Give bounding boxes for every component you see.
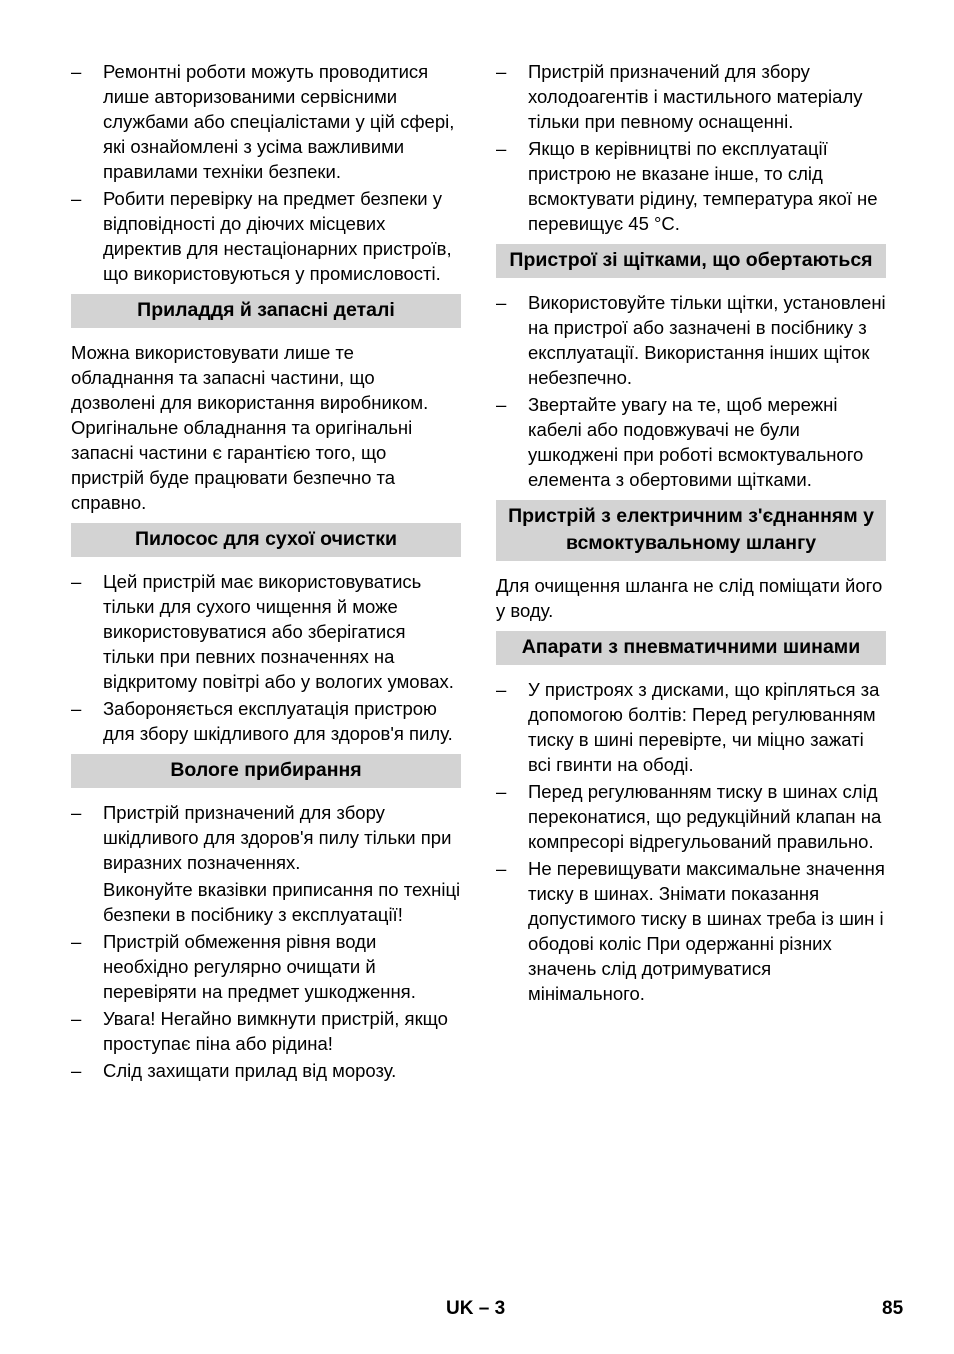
paragraph: Для очищення шланга не слід поміщати його у воду. xyxy=(496,575,883,621)
list-item xyxy=(496,856,886,1006)
dash-bullet: – xyxy=(71,698,82,719)
section-heading-accessories: Приладдя й запасні деталі xyxy=(71,294,461,328)
list-item xyxy=(496,59,886,134)
left-column xyxy=(71,59,461,1085)
list-item-text: Звертайте увагу на те, щоб мережні кабелі або подовжувачі не були ушкоджені при роботі всмоктувального елемента з обертовими щітками. xyxy=(528,394,864,490)
list-item xyxy=(71,569,461,694)
right-column xyxy=(496,59,886,1008)
list-item xyxy=(71,1058,461,1083)
dash-bullet: – xyxy=(71,571,82,592)
list-item-continuation: Виконуйте вказівки приписання по техніці безпеки в посібнику з експлуатації! xyxy=(103,879,461,925)
list-item-text: Робити перевірку на предмет безпеки у відповідності до діючих місцевих директив для нестаціонарних пристроїв, що використовуються у промисловості. xyxy=(103,188,452,284)
dash-bullet: – xyxy=(496,138,507,159)
dash-bullet: – xyxy=(71,61,82,82)
section-heading-pneumatic-tyres: Апарати з пневматичними шинами xyxy=(496,631,886,665)
section-page-label: UK – 3 xyxy=(446,1298,506,1319)
section-heading-wet-cleaning: Вологе прибирання xyxy=(71,754,461,788)
list-item xyxy=(71,800,461,875)
dash-bullet: – xyxy=(71,802,82,823)
dash-bullet: – xyxy=(496,679,507,700)
list-item-text: Перед регулюванням тиску в шинах слід переконатися, що редукційний клапан на компресорі відрегульований правильно. xyxy=(528,781,882,852)
dash-bullet: – xyxy=(496,292,507,313)
list-item xyxy=(496,392,886,492)
list-item-text: Не перевищувати максимальне значення тиску в шинах. Знімати показання допустимого тиску в шинах треба із шин і ободові коліс При одержанні різних значень слід дотримуватися мінімального. xyxy=(528,858,885,1004)
dash-bullet: – xyxy=(496,61,507,82)
list-item xyxy=(71,696,461,746)
list-item xyxy=(496,677,886,777)
dash-bullet: – xyxy=(496,781,507,802)
list-item xyxy=(71,186,461,286)
dash-bullet: – xyxy=(71,188,82,209)
section-heading-electric-hose: Пристрій з електричним з'єднанням у всмоктувальному шлангу xyxy=(496,500,886,561)
list-item-text: Пристрій призначений для збору шкідливого для здоров'я пилу тільки при виразних позначеннях. xyxy=(103,802,452,873)
dash-bullet: – xyxy=(496,394,507,415)
list-item-text: Пристрій обмеження рівня води необхідно регулярно очищати й перевіряти на предмет ушкодження. xyxy=(103,931,416,1002)
list-item xyxy=(71,929,461,1004)
list-item-text: Якщо в керівництві по експлуатації пристрою не вказане інше, то слід всмоктувати рідину, температура якої не перевищує 45 °C. xyxy=(528,138,878,234)
list-item-text: Використовуйте тільки щітки, установлені на пристрої або зазначені в посібнику з експлуатації. Використання інших щіток небезпечно. xyxy=(528,292,886,388)
list-item-text: Забороняється експлуатація пристрою для збору шкідливого для здоров'я пилу. xyxy=(103,698,453,744)
list-item-text: Цей пристрій має використовуватись тільки для сухого чищення й може використовуватися або зберігатися тільки при певних позначеннях на відкритому повітрі або у вологих умовах. xyxy=(103,571,454,692)
list-item-text: Пристрій призначений для збору холодоагентів і мастильного матеріалу тільки при певному оснащенні. xyxy=(528,61,863,132)
list-item xyxy=(496,136,886,236)
list-item-text: Ремонтні роботи можуть проводитися лише авторизованими сервісними службами або спеціалістами у цій сфері, які ознайомлені з усіма важливими правилами техніки безпеки. xyxy=(103,61,455,182)
list-item xyxy=(71,1006,461,1056)
dash-bullet: – xyxy=(71,1008,82,1029)
dash-bullet: – xyxy=(496,858,507,879)
list-item-text: Слід захищати прилад від морозу. xyxy=(103,1060,397,1081)
paragraph: Можна використовувати лише те обладнання та запасні частини, що дозволені для використання виробником. Оригінальне обладнання та оригінальні запасні частини є гарантією того, що пристрій буде працювати безпечно та справно. xyxy=(71,342,429,513)
section-heading-rotating-brushes: Пристрої зі щітками, що обертаються xyxy=(496,244,886,278)
list-item-text: У пристроях з дисками, що кріпляться за допомогою болтів: Перед регулюванням тиску в шині перевірте, чи міцно зажаті всі гвинти на ободі. xyxy=(528,679,880,775)
list-item xyxy=(71,59,461,184)
dash-bullet: – xyxy=(71,931,82,952)
page-number: 85 xyxy=(882,1298,904,1319)
list-item xyxy=(496,779,886,854)
list-item xyxy=(496,290,886,390)
section-heading-dry-vacuum: Пилосос для сухої очистки xyxy=(71,523,461,557)
dash-bullet: – xyxy=(71,1060,82,1081)
list-item-text: Увага! Негайно вимкнути пристрій, якщо проступає піна або рідина! xyxy=(103,1008,448,1054)
